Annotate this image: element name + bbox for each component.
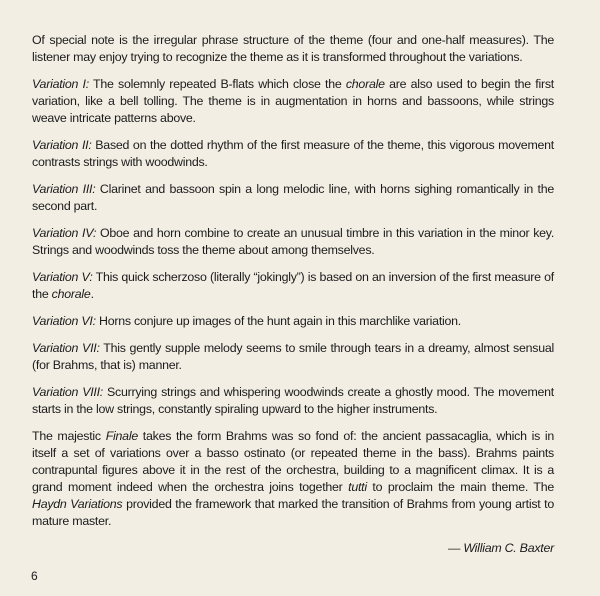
text: Horns conjure up images of the hunt again in this marchlike variation. — [95, 314, 461, 328]
variation-7-paragraph — [32, 340, 554, 374]
variation-label: Variation VII: — [32, 341, 100, 355]
intro-paragraph: Of special note is the irregular phrase structure of the theme (four and one-half measures). The listener may enjoy trying to recognize the theme as it is transformed throughout the variations. — [32, 33, 554, 64]
variation-label: Variation V: — [32, 270, 93, 284]
text: . — [90, 287, 94, 301]
variation-1-paragraph — [32, 76, 554, 127]
text: provided the framework that marked the transition of Brahms from young artist to mature master. — [32, 497, 554, 528]
variation-label: Variation IV: — [32, 226, 97, 240]
variation-label: Variation II: — [32, 138, 92, 152]
variation-4-paragraph — [32, 225, 554, 259]
variation-label: Variation I: — [32, 77, 89, 91]
variation-label: Variation VI: — [32, 314, 96, 328]
variation-3-paragraph — [32, 181, 554, 215]
emphasis: Haydn Variations — [32, 497, 123, 511]
emphasis: chorale — [345, 77, 385, 91]
text: are also used to begin the first variation, like a bell tolling. The theme is in augmentation in horns and bassoons, while strings weave intricate patterns above. — [32, 77, 554, 125]
text: This quick scherzoso (literally “jokingly”) is based on an inversion of the first measure of the — [32, 270, 554, 301]
text: The solemnly repeated B-flats which close the — [88, 77, 346, 91]
text: Clarinet and bassoon spin a long melodic line, with horns sighing romantically in the second part. — [32, 182, 554, 213]
author-signature: — William C. Baxter — [448, 541, 554, 555]
variation-label: Variation III: — [32, 182, 96, 196]
text: The majestic — [32, 429, 106, 443]
finale-paragraph — [32, 428, 554, 530]
text: to proclaim the main theme. The — [366, 480, 554, 494]
emphasis: Finale — [105, 429, 138, 443]
text: Based on the dotted rhythm of the first measure of the theme, this vigorous movement contrasts strings with woodwinds. — [32, 138, 554, 169]
text: takes the form Brahms was so fond of: the ancient passacaglia, which is in itself a set of variations over a basso ostinato (or repeated theme in the bass). Brahms paints contrapuntal figures above it in the rest of the orchestra, building to a magnificent climax. It is a grand moment indeed when the orchestra joins together — [32, 429, 554, 494]
document-body — [32, 32, 554, 567]
text: Scurrying strings and whispering woodwinds create a ghostly mood. The movement starts in the low strings, constantly spiraling upward to the higher instruments. — [32, 385, 554, 416]
emphasis: chorale — [51, 287, 91, 301]
variation-8-paragraph — [32, 384, 554, 418]
emphasis: tutti — [348, 480, 367, 494]
variation-6-paragraph — [32, 313, 554, 330]
text: This gently supple melody seems to smile through tears in a dreamy, almost sensual (for Brahms, that is) manner. — [32, 341, 554, 372]
text: Oboe and horn combine to create an unusual timbre in this variation in the minor key. Strings and woodwinds toss the theme about among themselves. — [32, 226, 555, 257]
page-number: 6 — [31, 569, 38, 583]
variation-5-paragraph — [32, 269, 554, 303]
variation-2-paragraph — [32, 137, 554, 171]
variation-label: Variation VIII: — [32, 385, 103, 399]
